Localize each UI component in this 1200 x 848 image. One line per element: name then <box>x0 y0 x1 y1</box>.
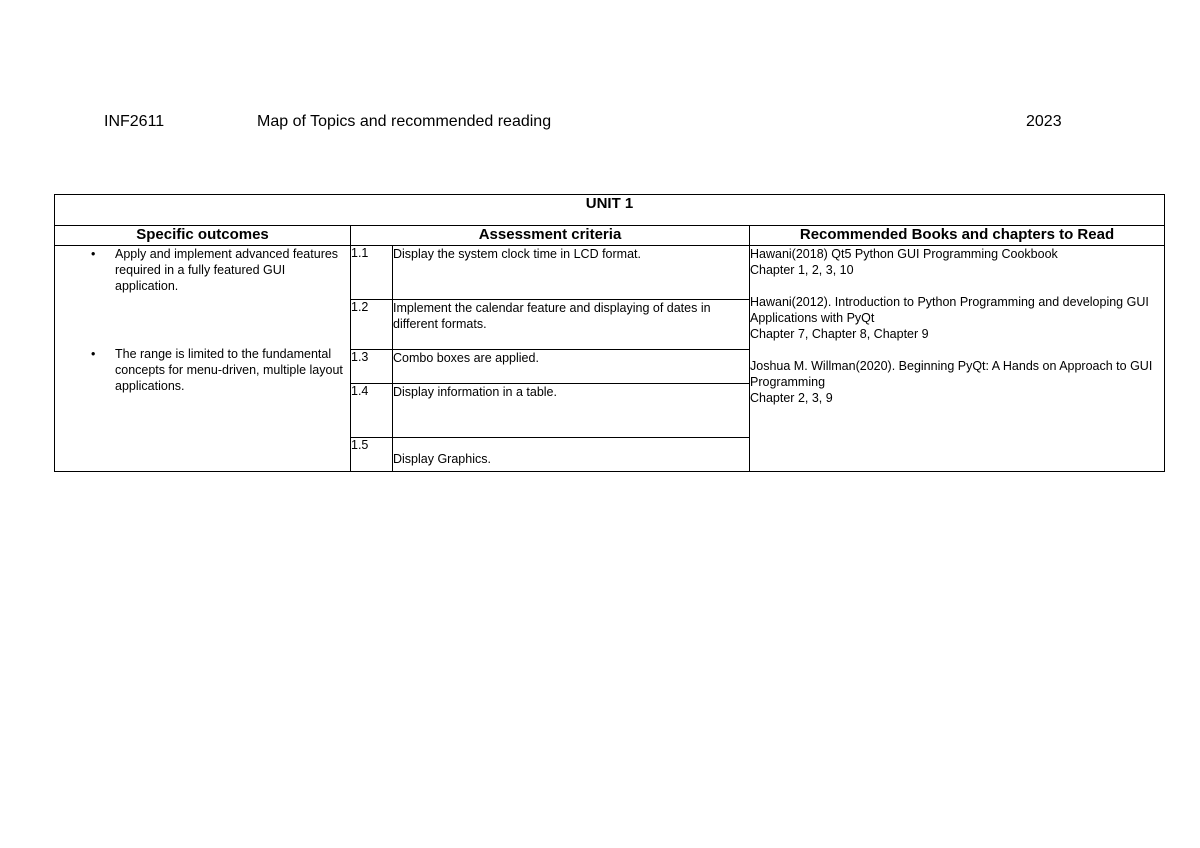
book-chapters: Chapter 1, 2, 3, 10 <box>750 263 854 278</box>
page-title: Map of Topics and recommended reading <box>257 113 552 130</box>
outcomes-list <box>55 246 350 394</box>
column-header-outcomes: Specific outcomes <box>55 226 351 246</box>
year-label: 2023 <box>1026 113 1062 130</box>
criterion-number: 1.5 <box>351 437 393 471</box>
column-header-books: Recommended Books and chapters to Read <box>750 226 1165 246</box>
criterion-text: Combo boxes are applied. <box>393 350 750 384</box>
book-title: Hawani(2018) Qt5 Python GUI Programming Cookbook <box>750 247 1058 262</box>
book-title: Hawani(2012). Introduction to Python Programming and developing GUI Applications with PyQt <box>750 295 1149 326</box>
book-title: Joshua M. Willman(2020). Beginning PyQt: A Hands on Approach to GUI Programming <box>750 359 1153 390</box>
criterion-number: 1.3 <box>351 350 393 384</box>
outcome-item: • Apply and implement advanced features required in a fully featured GUI application. <box>115 246 350 294</box>
topics-table <box>54 194 1165 472</box>
criterion-text: Display information in a table. <box>393 384 750 437</box>
criterion-number: 1.2 <box>351 299 393 349</box>
criterion-number: 1.4 <box>351 384 393 437</box>
course-code: INF2611 <box>104 113 165 130</box>
criterion-text: Implement the calendar feature and displaying of dates in different formats. <box>393 299 750 349</box>
criterion-text: Display Graphics. <box>393 437 750 471</box>
book-chapters: Chapter 2, 3, 9 <box>750 391 833 406</box>
book-entry <box>750 358 1164 406</box>
book-entry <box>750 246 1164 278</box>
book-entry <box>750 294 1164 342</box>
criterion-number: 1.1 <box>351 246 393 299</box>
books-cell <box>750 246 1165 472</box>
criterion-text: Display the system clock time in LCD format. <box>393 246 750 299</box>
book-chapters: Chapter 7, Chapter 8, Chapter 9 <box>750 327 929 342</box>
column-header-criteria: Assessment criteria <box>351 226 750 246</box>
outcome-item: • The range is limited to the fundamental concepts for menu-driven, multiple layout applications. <box>115 346 350 394</box>
unit-title: UNIT 1 <box>55 195 1165 226</box>
outcomes-cell <box>55 246 351 472</box>
